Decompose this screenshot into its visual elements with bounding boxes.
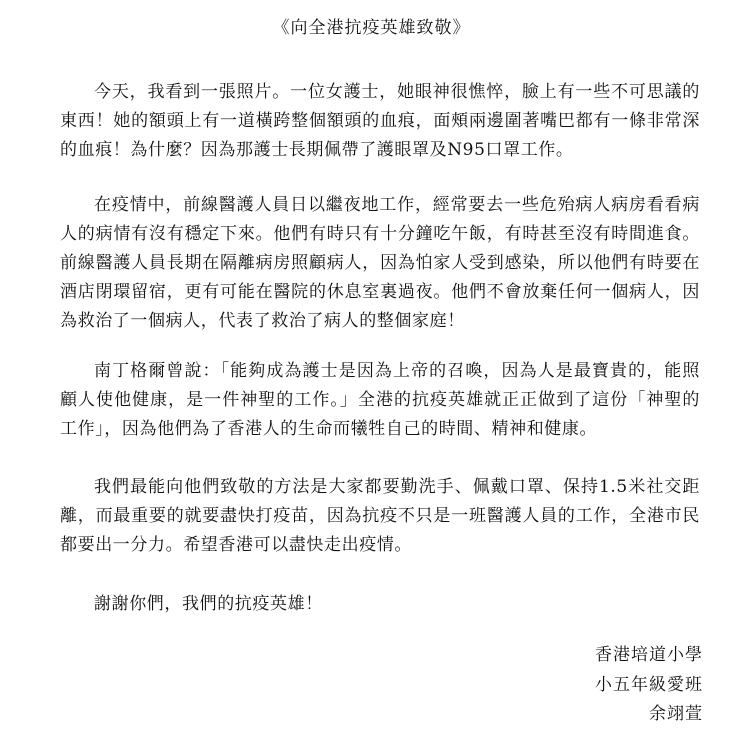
signature-school: 香港培道小學 [595,645,703,665]
closing-line: 謝謝你們，我們的抗疫英雄！ [94,594,323,614]
paragraph-4: 我們最能向他們致敬的方法是大家都要勤洗手、佩戴口罩、保持1.5米社交距離，而最重要的就要盡快打疫苗，因為抗疫不只是一班醫護人員的工作，全港市民都要出一分力。希望香港可以盡快走出疫情。 [60,477,700,555]
paragraph-1: 今天，我看到一張照片。一位女護士，她眼神很憔悴，臉上有一些不可思議的東西！她的額頭上有一道橫跨整個額頭的血痕，面頰兩邊圍著嘴巴都有一條非常深的血痕！為什麼？因為那護士長期佩帶了護眼罩及N95口罩工作。 [60,82,700,160]
letter-title: 《向全港抗疫英雄致敬》 [272,18,471,38]
signature-class: 小五年級愛班 [595,675,703,695]
paragraph-3: 南丁格爾曾說：「能夠成為護士是因為上帝的召喚，因為人是最寶貴的，能照顧人使他健康，是一件神聖的工作。」全港的抗疫英雄就正正做到了這份「神聖的工作」，因為他們為了香港人的生命而犧牲自己的時間、精神和健康。 [60,361,700,439]
paragraph-2: 在疫情中，前線醫護人員日以繼夜地工作，經常要去一些危殆病人病房看看病人的病情有沒有穩定下來。他們有時只有十分鐘吃午飯，有時甚至沒有時間進食。前線醫護人員長期在隔離病房照顧病人，因為怕家人受到感染，所以他們有時要在酒店閉環留宿，更有可能在醫院的休息室裏過夜。他們不會放棄任何一個病人，因為救治了一個病人，代表了救治了病人的整個家庭！ [60,195,700,331]
signature-author: 余翊萱 [649,704,703,724]
